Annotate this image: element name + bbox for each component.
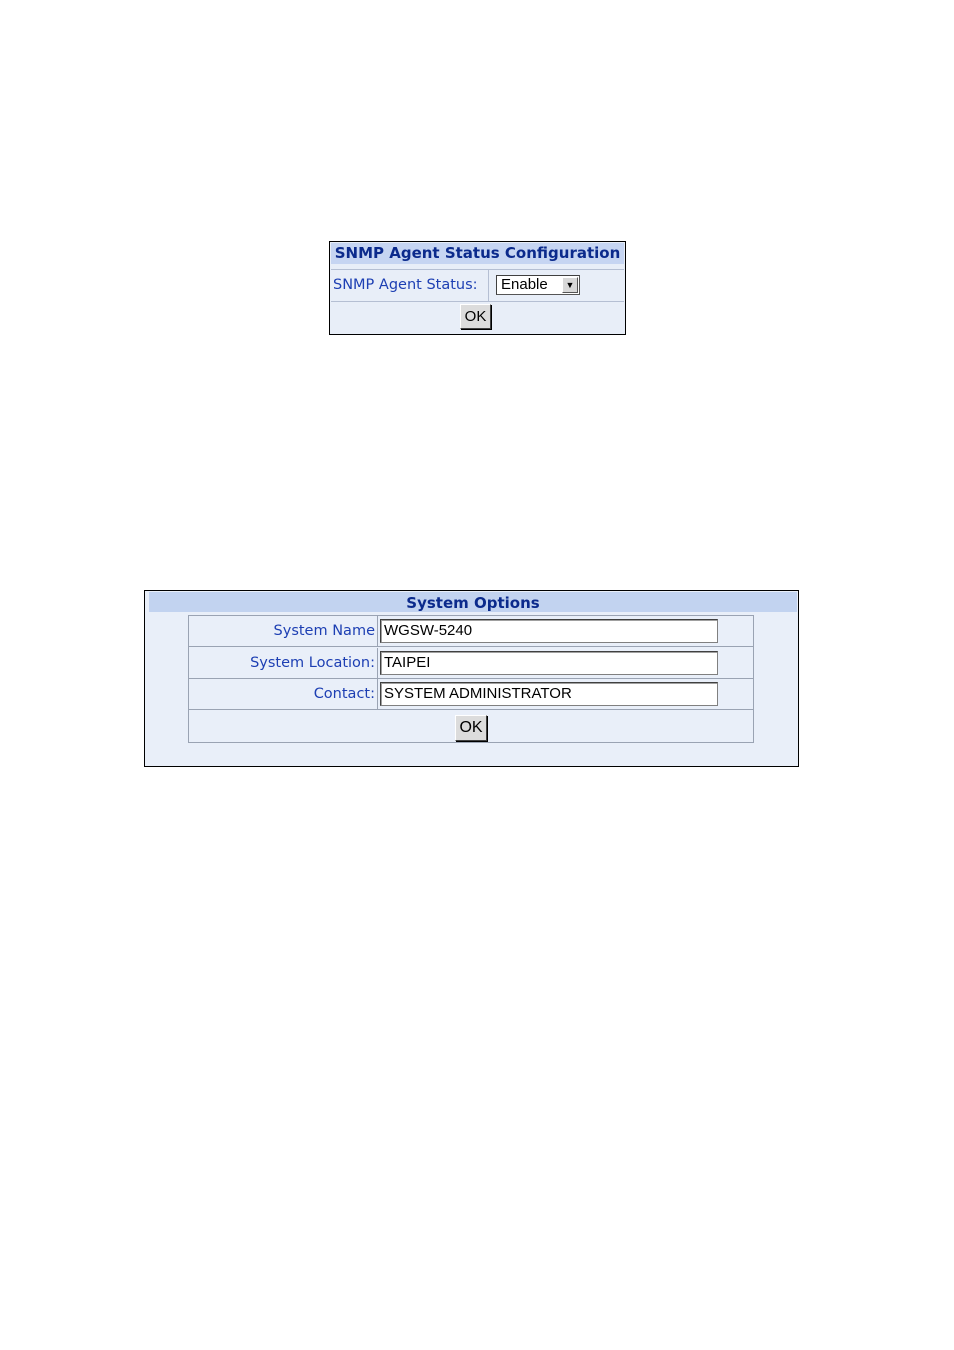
snmp-status-select[interactable] xyxy=(496,275,580,295)
row-divider xyxy=(377,616,378,646)
system-location-row xyxy=(189,648,753,679)
system-location-label: System Location: xyxy=(250,655,375,671)
chevron-down-icon[interactable]: ▼ xyxy=(562,277,578,293)
system-options-ok-button[interactable]: OK xyxy=(455,715,487,741)
snmp-status-label: SNMP Agent Status: xyxy=(333,277,478,293)
snmp-ok-button[interactable]: OK xyxy=(460,304,491,329)
snmp-agent-status-panel xyxy=(329,241,626,335)
snmp-row-divider xyxy=(488,270,489,301)
system-options-table xyxy=(188,615,754,743)
system-options-panel xyxy=(144,590,799,767)
system-location-input[interactable]: TAIPEI xyxy=(380,651,718,675)
row-divider xyxy=(377,679,378,709)
snmp-status-row xyxy=(331,269,624,302)
system-name-row xyxy=(189,616,753,647)
snmp-status-value: Enable xyxy=(501,276,548,293)
row-divider xyxy=(377,648,378,678)
system-options-title: System Options xyxy=(149,592,797,612)
contact-row xyxy=(189,679,753,710)
contact-input[interactable]: SYSTEM ADMINISTRATOR xyxy=(380,682,718,706)
snmp-ok-row xyxy=(330,302,625,332)
system-options-ok-row xyxy=(189,711,753,743)
contact-label: Contact: xyxy=(313,686,375,702)
system-name-label: System Name xyxy=(273,623,375,639)
snmp-panel-title: SNMP Agent Status Configuration xyxy=(331,243,624,264)
system-name-input[interactable]: WGSW-5240 xyxy=(380,619,718,643)
